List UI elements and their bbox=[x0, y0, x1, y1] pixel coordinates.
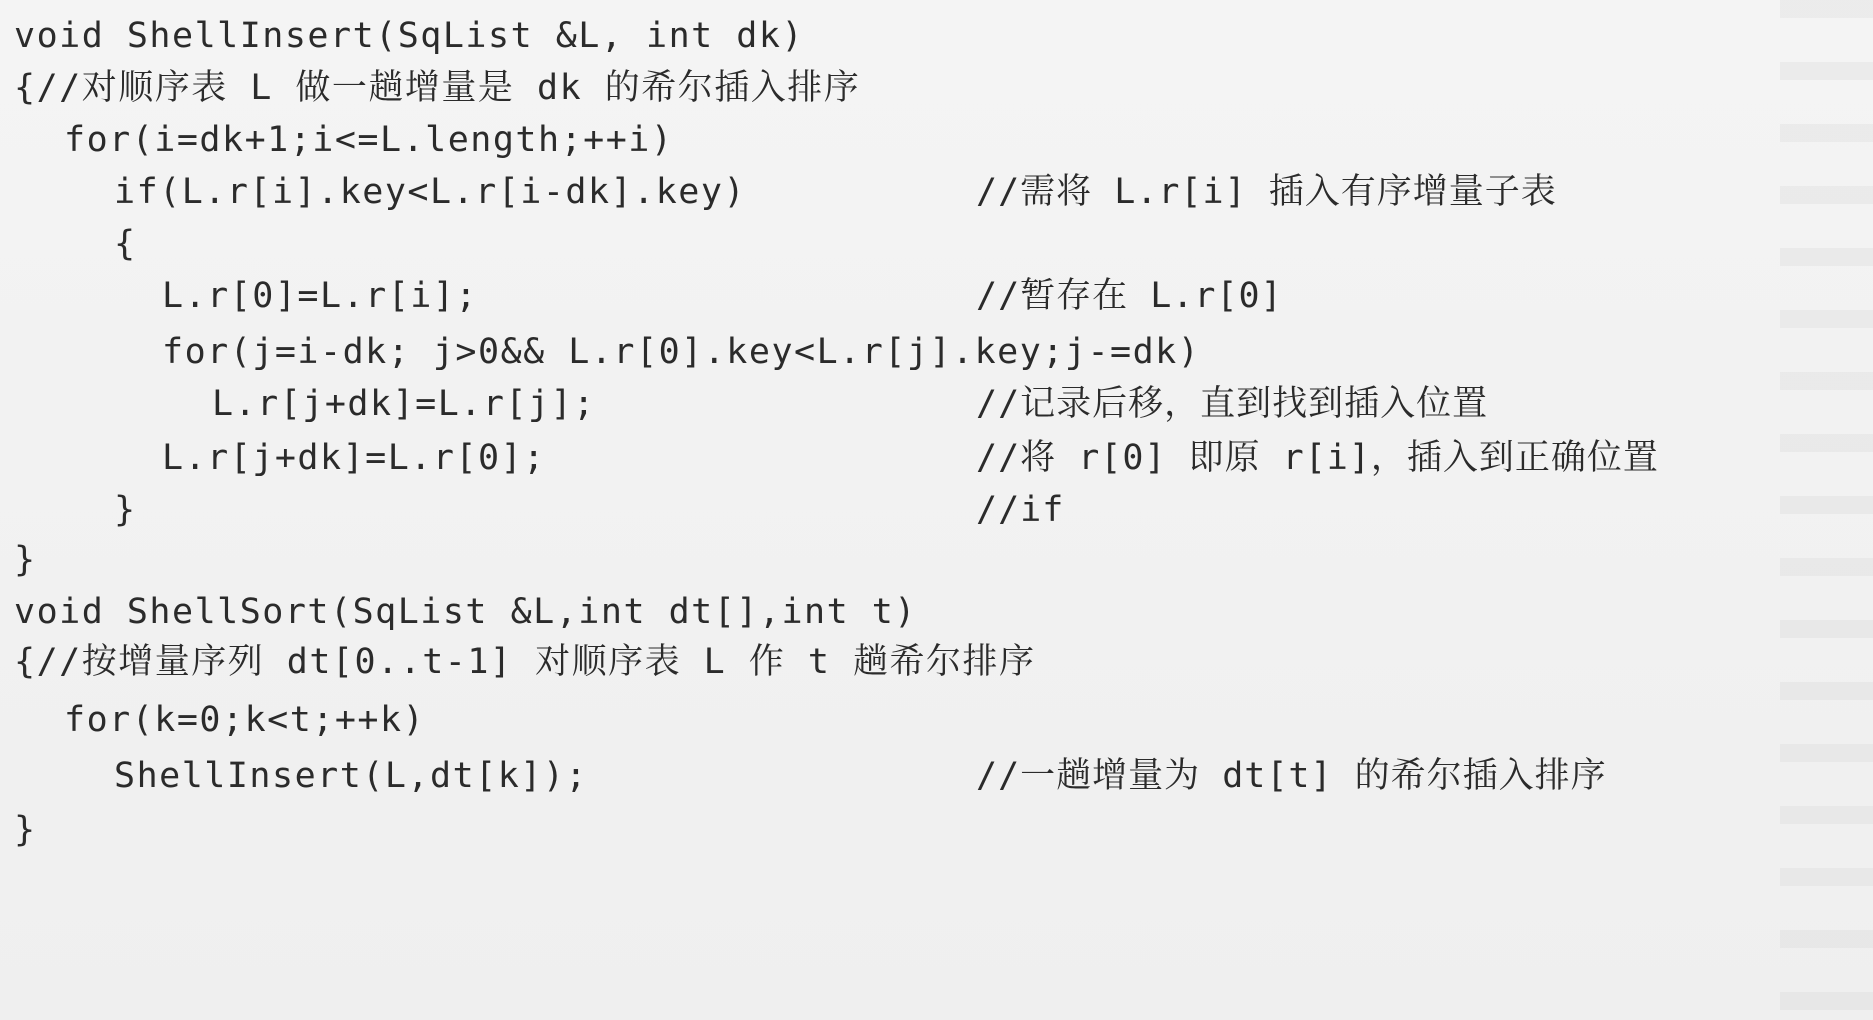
shellsort-signature: void ShellSort(SqList &L,int dt[],int t) bbox=[14, 592, 917, 632]
shellinsert-inner-for: for(j=i-dk; j>0&& L.r[0].key<L.r[j].key;j-=dk) bbox=[162, 332, 1201, 372]
shellinsert-signature: void ShellInsert(SqList &L, int dk) bbox=[14, 16, 805, 56]
shellinsert-temp-comment: //暂存在 L.r[0] bbox=[976, 276, 1283, 316]
shellinsert-outer-for: for(i=dk+1;i<=L.length;++i) bbox=[64, 120, 674, 160]
bleed-through-shadow bbox=[1780, 0, 1873, 1020]
shellsort-header-comment: {//按增量序列 dt[0..t-1] 对顺序表 L 作 t 趟希尔排序 bbox=[14, 642, 1036, 682]
shellinsert-insert: L.r[j+dk]=L.r[0]; bbox=[162, 438, 546, 478]
shellsort-close-func: } bbox=[14, 810, 37, 850]
shellinsert-header-comment: {//对顺序表 L 做一趟增量是 dk 的希尔插入排序 bbox=[14, 68, 861, 108]
shellinsert-if-comment: //需将 L.r[i] 插入有序增量子表 bbox=[976, 172, 1557, 212]
shellinsert-if: if(L.r[i].key<L.r[i-dk].key) bbox=[114, 172, 747, 212]
shellinsert-close-if: } bbox=[114, 490, 137, 530]
shellinsert-temp: L.r[0]=L.r[i]; bbox=[162, 276, 479, 316]
shellinsert-shift-comment: //记录后移，直到找到插入位置 bbox=[976, 384, 1489, 424]
shellinsert-insert-comment: //将 r[0] 即原 r[i]，插入到正确位置 bbox=[976, 438, 1659, 478]
shellinsert-close-func: } bbox=[14, 540, 37, 580]
shellsort-for: for(k=0;k<t;++k) bbox=[64, 700, 426, 740]
shellinsert-shift: L.r[j+dk]=L.r[j]; bbox=[212, 384, 596, 424]
shellsort-call: ShellInsert(L,dt[k]); bbox=[114, 756, 589, 796]
shellinsert-open-brace: { bbox=[114, 224, 137, 264]
shellsort-call-comment: //一趟增量为 dt[t] 的希尔插入排序 bbox=[976, 756, 1607, 796]
shellinsert-close-if-comment: //if bbox=[976, 490, 1065, 530]
